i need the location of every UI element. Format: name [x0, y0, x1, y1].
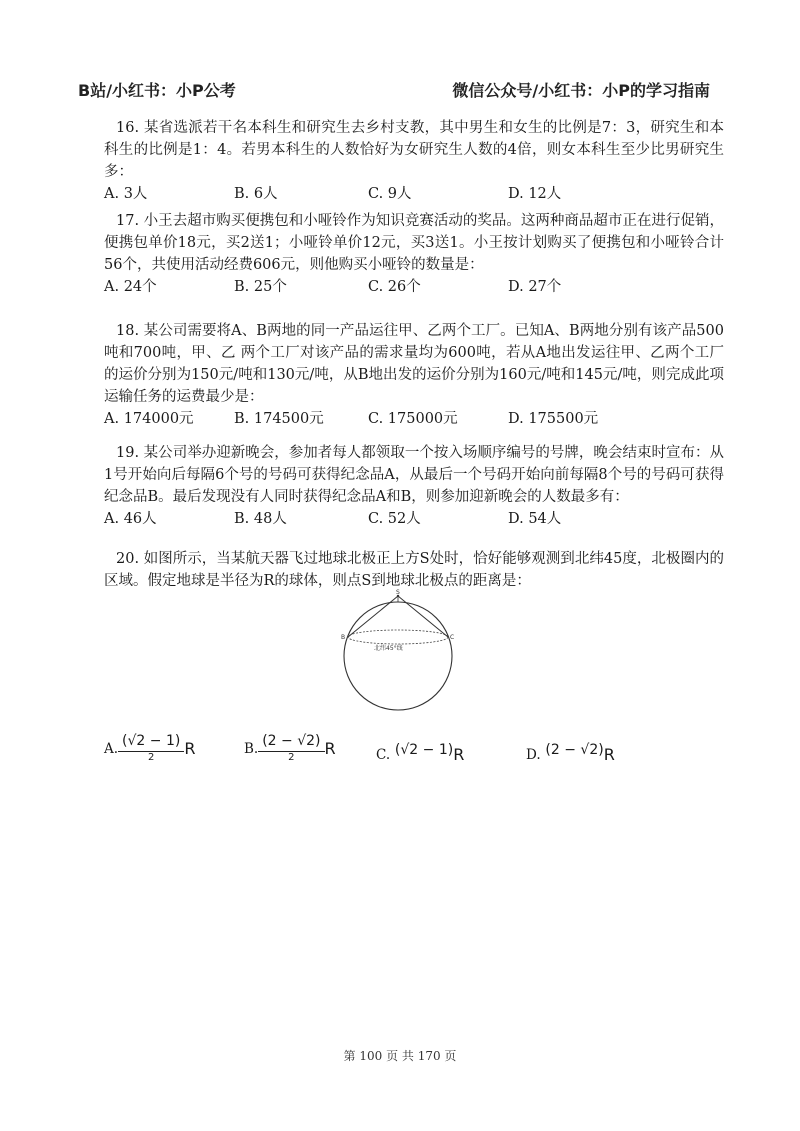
option-a[interactable]: A. 24个 — [104, 279, 157, 295]
expression: (2 − √2) — [545, 742, 604, 758]
option-d[interactable]: D. 175500元 — [508, 411, 599, 427]
option-c[interactable]: C. 26个 — [368, 279, 421, 295]
option-c[interactable]: C. 52人 — [368, 511, 421, 527]
latitude-label: 北纬45°线 — [374, 645, 403, 652]
option-c[interactable]: C. 9人 — [368, 186, 412, 202]
option-d[interactable]: D. (2 − √2)R — [526, 742, 615, 764]
option-b[interactable]: B. 25个 — [234, 279, 287, 295]
option-b[interactable]: B. 48人 — [234, 511, 287, 527]
question-text: 19. 某公司举办迎新晚会，参加者每人都领取一个按入场顺序编号的号牌，晚会结束时宣布：从1号开始向后每隔6个号的号码可获得纪念品A，从最后一个号码开始向前每隔8个号的号码可获得纪念品B。最后发现没有人同时获得纪念品A和B，则参加迎新晚会的人数最多有： — [104, 445, 724, 505]
latitude-ellipse — [348, 630, 448, 644]
option-b[interactable]: B. 174500元 — [234, 411, 324, 427]
option-b[interactable]: B. $\frac{(2 - √2)}{2}$ R — [244, 733, 336, 763]
earth-diagram — [340, 588, 456, 713]
tangent-line-left — [348, 596, 398, 637]
question-text: 20. 如图所示，当某航天器飞过地球北极正上方S处时，恰好能够观测到北纬45度，北极圈内的区域。假定地球是半径为R的球体，则点S到地球北极点的距离是： — [104, 551, 724, 589]
label-c: C — [450, 634, 455, 641]
question-17 — [104, 210, 724, 298]
page-footer: 第 100 页 共 170 页 — [343, 1049, 457, 1063]
earth-circle — [344, 602, 455, 710]
options — [104, 508, 724, 530]
label-b: B — [341, 634, 346, 641]
fraction: $\frac{(2 - √2)}{2}$ — [258, 733, 324, 764]
option-a[interactable]: A. 3人 — [104, 186, 148, 202]
question-text: 16. 某省选派若干名本科生和研究生去乡村支教，其中男生和女生的比例是7：3，研究生和本科生的比例是1：4。若男本科生的人数恰好为女研究生人数的4倍，则女本科生至少比男研究生多： — [104, 120, 724, 180]
option-a[interactable]: A. $\frac{(√2 - 1)}{2}$ R — [104, 733, 196, 763]
option-d[interactable]: D. 12人 — [508, 186, 562, 202]
question-text: 17. 小王去超市购买便携包和小哑铃作为知识竞赛活动的奖品。这两种商品超市正在进行促销，便携包单价18元，买2送1；小哑铃单价12元，买3送1。小王按计划购买了便携包和小哑铃合计56个，共使用活动经费606元，则他购买小哑铃的数量是： — [104, 213, 724, 273]
option-c[interactable]: C. 175000元 — [368, 411, 458, 427]
options — [104, 408, 724, 430]
header-left: B站/小红书：小P公考 — [78, 81, 236, 100]
option-a[interactable]: A. 46人 — [104, 511, 157, 527]
fraction: $\frac{(√2 - 1)}{2}$ — [118, 733, 184, 764]
question-18 — [104, 320, 724, 430]
option-c[interactable]: C. (√2 − 1)R — [376, 742, 465, 764]
label-s: S — [396, 589, 400, 596]
option-d[interactable]: D. 54人 — [508, 511, 562, 527]
header-right: 微信公众号/小红书：小P的学习指南 — [452, 81, 710, 100]
question-16 — [104, 117, 724, 205]
option-a[interactable]: A. 174000元 — [104, 411, 194, 427]
option-b[interactable]: B. 6人 — [234, 186, 278, 202]
q20-options — [104, 733, 724, 783]
question-19 — [104, 442, 724, 530]
option-d[interactable]: D. 27个 — [508, 279, 562, 295]
question-text: 18. 某公司需要将A、B两地的同一产品运往甲、乙两个工厂。已知A、B两地分别有该产品500吨和700吨，甲、乙 两个工厂对该产品的需求量均为600吨，若从A地出发运往甲、乙两个工厂的运价分别为150元/吨和130元/吨，从B地出发的运价分别为160元/吨和145元/吨，则完成此项运输任务的运费最少是： — [104, 323, 724, 405]
options — [104, 276, 724, 298]
expression: (√2 − 1) — [394, 742, 454, 758]
options — [104, 183, 724, 205]
question-20 — [104, 548, 724, 592]
